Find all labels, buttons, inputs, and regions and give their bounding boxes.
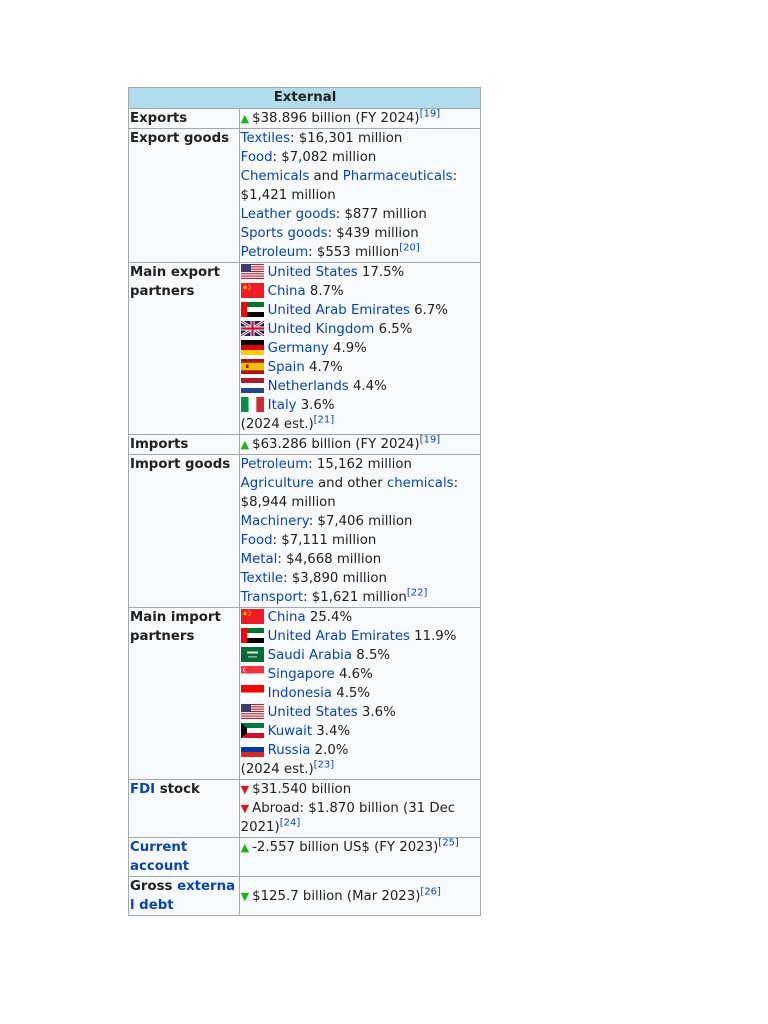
external-debt-label	[129, 877, 240, 916]
current-account-value: -2.557 billion US$ (FY 2023)	[252, 840, 439, 855]
citation-link[interactable]: [19]	[419, 108, 441, 120]
increase-arrow-icon: ▲	[240, 438, 250, 451]
china-flag-icon	[241, 609, 264, 624]
country-link[interactable]: Singapore	[267, 667, 335, 682]
citation-link[interactable]: [25]	[438, 837, 459, 849]
textile-link[interactable]: Textile	[240, 571, 284, 586]
agriculture-link[interactable]: Agriculture	[240, 476, 314, 491]
decrease-arrow-icon: ▼	[240, 783, 250, 796]
share-percent: 3.6%	[296, 398, 335, 413]
country-link[interactable]: United States	[267, 265, 358, 280]
share-percent: 4.7%	[304, 360, 343, 375]
uae-flag-icon	[241, 302, 264, 317]
import-partners-list	[241, 608, 480, 760]
economy-infobox	[128, 87, 481, 916]
textiles-value: : $16,301 million	[290, 131, 403, 146]
saudi-flag-icon	[241, 647, 264, 662]
export-list-item	[241, 320, 480, 339]
share-percent: 4.6%	[334, 667, 373, 682]
chemicals-value: $1,421 million	[240, 188, 336, 203]
transport-link[interactable]: Transport	[240, 590, 304, 605]
food-value: : $7,082 million	[272, 150, 377, 165]
decrease-arrow-icon: ▼	[240, 889, 250, 903]
country-link[interactable]: China	[267, 284, 306, 299]
leather-goods-link[interactable]: Leather goods	[240, 207, 336, 222]
share-percent: 17.5%	[357, 265, 405, 280]
petroleum-link[interactable]: Petroleum	[240, 457, 309, 472]
fdi-cell	[239, 780, 480, 838]
export-partners-cell	[239, 263, 480, 435]
us-flag-icon	[241, 704, 264, 719]
italy-flag-icon	[241, 397, 264, 412]
machinery-link[interactable]: Machinery	[240, 514, 309, 529]
country-link[interactable]: China	[267, 610, 306, 625]
share-percent: 3.4%	[312, 724, 351, 739]
country-link[interactable]: Netherlands	[267, 379, 349, 394]
russia-flag-icon	[241, 742, 264, 757]
citation-link[interactable]: [21]	[313, 414, 335, 426]
export-list-item	[241, 358, 480, 377]
import-partners-row	[129, 608, 481, 780]
infobox-header: External	[129, 88, 481, 109]
export-list-item	[241, 301, 480, 320]
sports-value: : $439 million	[327, 226, 419, 241]
country-link[interactable]: Spain	[267, 360, 305, 375]
export-goods-row	[129, 129, 481, 263]
import-list-item	[241, 646, 480, 665]
textiles-link[interactable]: Textiles	[240, 131, 291, 146]
external-debt-value: $125.7 billion (Mar 2023)	[252, 888, 421, 904]
share-percent: 4.9%	[328, 341, 367, 356]
fdi-abroad-date: 2021)	[240, 820, 280, 835]
citation-link[interactable]: [26]	[420, 886, 441, 898]
export-partners-row	[129, 263, 481, 435]
fdi-abroad-value: Abroad: $1.870 billion (31 Dec	[252, 801, 456, 816]
fdi-label-rest: stock	[155, 782, 200, 797]
exports-label: Exports	[129, 109, 240, 129]
export-list-item	[241, 263, 480, 282]
share-percent: 8.7%	[305, 284, 344, 299]
fdi-value: $31.540 billion	[252, 782, 352, 797]
country-link[interactable]: Italy	[267, 398, 297, 413]
share-percent: 3.6%	[357, 705, 396, 720]
export-list-item	[241, 339, 480, 358]
metal-value: : $4,668 million	[277, 552, 382, 567]
exports-row	[129, 109, 481, 129]
spain-flag-icon	[241, 359, 264, 374]
current-account-link[interactable]: Current account	[130, 840, 190, 874]
colon-text: :	[453, 476, 459, 491]
agriculture-value: $8,944 million	[240, 495, 336, 510]
fdi-label	[129, 780, 240, 838]
share-percent: 4.4%	[348, 379, 387, 394]
leather-value: : $877 million	[335, 207, 427, 222]
estimate-note: (2024 est.)	[240, 417, 314, 432]
share-percent: 6.7%	[409, 303, 448, 318]
imports-value: $63.286 billion (FY 2024)	[252, 437, 420, 452]
export-list-item	[241, 377, 480, 396]
uk-flag-icon	[241, 321, 264, 336]
colon-text: :	[452, 169, 458, 184]
current-account-row	[129, 838, 481, 877]
export-list-item	[241, 282, 480, 301]
citation-link[interactable]: [22]	[406, 587, 428, 599]
petroleum-value: : $553 million	[308, 245, 400, 260]
food-value: : $7,111 million	[272, 533, 377, 548]
country-link[interactable]: Saudi Arabia	[267, 648, 353, 663]
and-other-text: and other	[313, 476, 387, 491]
citation-link[interactable]: [24]	[279, 817, 301, 829]
citation-link[interactable]: [20]	[399, 242, 420, 254]
imports-row	[129, 435, 481, 455]
netherlands-flag-icon	[241, 378, 264, 393]
current-account-cell	[239, 838, 480, 877]
sports-goods-link[interactable]: Sports goods	[240, 226, 328, 241]
food-link[interactable]: Food	[240, 150, 273, 165]
import-goods-row	[129, 455, 481, 608]
external-debt-link[interactable]: external debt	[130, 879, 236, 913]
decrease-arrow-icon: ▼	[240, 802, 250, 815]
country-link[interactable]: United States	[267, 705, 358, 720]
estimate-note: (2024 est.)	[240, 762, 314, 777]
share-percent: 11.9%	[409, 629, 457, 644]
export-partners-list	[241, 263, 480, 415]
export-list-item	[241, 396, 480, 415]
imports-label: Imports	[129, 435, 240, 455]
export-partners-label: Main export partners	[129, 263, 240, 435]
external-debt-row	[129, 877, 481, 916]
country-link[interactable]: Germany	[267, 341, 329, 356]
import-list-item	[241, 703, 480, 722]
export-goods-label: Export goods	[129, 129, 240, 263]
gross-text: Gross	[130, 879, 178, 894]
share-percent: 4.5%	[331, 686, 370, 701]
import-list-item	[241, 608, 480, 627]
import-partners-label: Main import partners	[129, 608, 240, 780]
kuwait-flag-icon	[241, 723, 264, 738]
china-flag-icon	[241, 283, 264, 298]
singapore-flag-icon	[241, 666, 264, 681]
machinery-value: : $7,406 million	[308, 514, 413, 529]
import-list-item	[241, 722, 480, 741]
petroleum-value: : 15,162 million	[308, 457, 412, 472]
exports-value: $38.896 billion (FY 2024)	[252, 111, 420, 126]
pharmaceuticals-link[interactable]: Pharmaceuticals	[342, 169, 453, 184]
increase-arrow-icon: ▲	[240, 112, 250, 125]
fdi-link[interactable]: FDI	[130, 782, 156, 797]
chemicals-link[interactable]: Chemicals	[240, 169, 310, 184]
import-list-item	[241, 741, 480, 760]
import-list-item	[241, 627, 480, 646]
import-partners-cell	[239, 608, 480, 780]
transport-value: : $1,621 million	[303, 590, 407, 605]
import-goods-cell	[239, 455, 480, 608]
country-link[interactable]: Kuwait	[267, 724, 313, 739]
share-percent: 25.4%	[305, 610, 353, 625]
share-percent: 2.0%	[310, 743, 349, 758]
country-link[interactable]: United Arab Emirates	[267, 303, 410, 318]
country-link[interactable]: United Arab Emirates	[267, 629, 410, 644]
imports-value-cell	[239, 435, 480, 455]
citation-link[interactable]: [19]	[419, 434, 441, 446]
chemicals-link[interactable]: chemicals	[386, 476, 454, 491]
increase-arrow-icon: ▲	[240, 841, 250, 854]
petroleum-link[interactable]: Petroleum	[240, 245, 309, 260]
country-link[interactable]: Russia	[267, 743, 311, 758]
export-goods-cell	[239, 129, 480, 263]
indonesia-flag-icon	[241, 685, 264, 700]
import-list-item	[241, 665, 480, 684]
uae-flag-icon	[241, 628, 264, 643]
import-list-item	[241, 684, 480, 703]
textile-value: : $3,890 million	[283, 571, 387, 586]
share-percent: 8.5%	[352, 648, 391, 663]
import-goods-label: Import goods	[129, 455, 240, 608]
country-link[interactable]: United Kingdom	[267, 322, 375, 337]
citation-link[interactable]: [23]	[313, 759, 335, 771]
fdi-row	[129, 780, 481, 838]
germany-flag-icon	[241, 340, 264, 355]
share-percent: 6.5%	[374, 322, 413, 337]
current-account-label	[129, 838, 240, 877]
exports-value-cell	[239, 109, 480, 129]
us-flag-icon	[241, 264, 264, 279]
external-debt-cell	[239, 877, 480, 916]
food-link[interactable]: Food	[240, 533, 273, 548]
and-text: and	[309, 169, 343, 184]
country-link[interactable]: Indonesia	[267, 686, 332, 701]
metal-link[interactable]: Metal	[240, 552, 278, 567]
